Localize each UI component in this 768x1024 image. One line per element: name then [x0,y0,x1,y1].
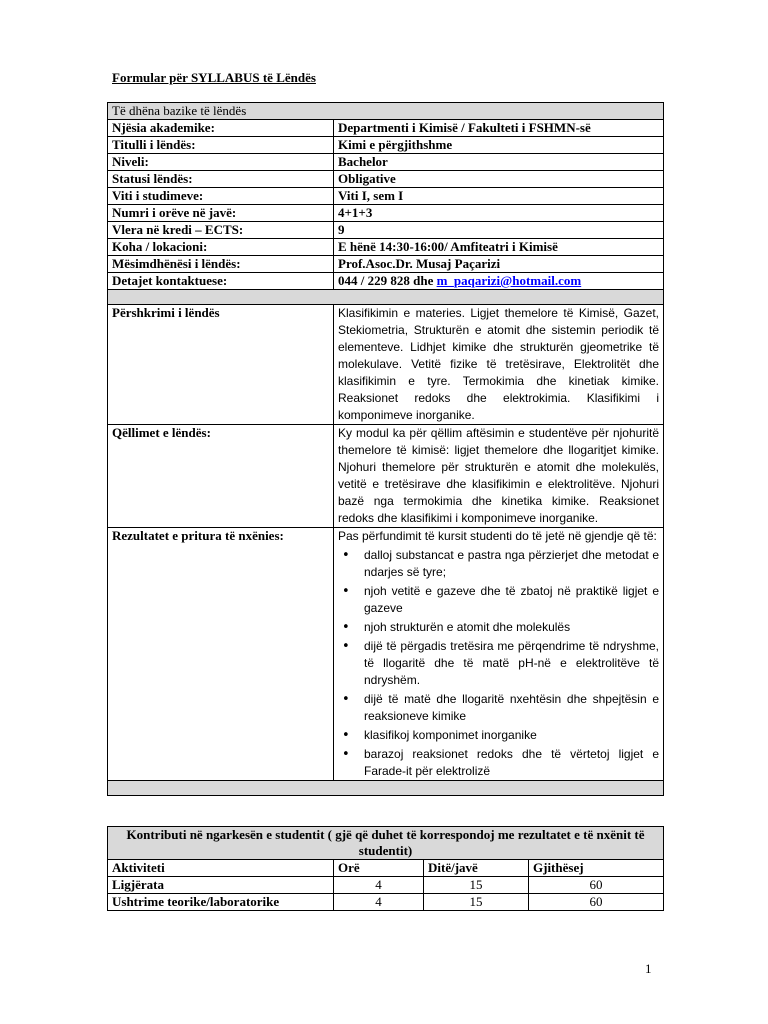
list-item: • njoh vetitë e gazeve dhe të zbatoj në praktikë ligjet e gazeve [338,583,659,617]
basic-info-row [108,120,664,137]
field-label: Mësimdhënësi i lëndës: [108,256,334,273]
goals-text: Ky modul ka për qëllim aftësimin e studentëve për njohuritë themelore të kimisë: ligjet themelore dhe llogaritjet kimike. Njohuri themelore për strukturën e atomit dhe molekulës, vetitë e tretësirave dhe klasifikimin e elektrolitëve. Njohuri bazë nga termokimia dhe kinetika kimike. Reaksionet redoks dhe klasifikimi i komponimeve inorganike. [334,425,664,528]
field-label: Koha / lokacioni: [108,239,334,256]
basic-info-row [108,171,664,188]
hours-cell: 4 [334,877,424,894]
field-label: Niveli: [108,154,334,171]
contact-phone: 044 / 229 828 dhe [338,273,437,288]
description-label: Përshkrimi i lëndës [108,305,334,425]
page-title: Formular për SYLLABUS të Lëndës [112,70,316,85]
table-row [108,877,664,894]
workload-table [107,826,664,911]
contact-label: Detajet kontaktuese: [108,273,334,290]
field-value: Departmenti i Kimisë / Fakulteti i FSHMN-së [334,120,664,137]
basic-info-row [108,188,664,205]
outcomes-cell [334,528,664,781]
page-number: 1 [645,961,652,976]
basic-info-row [108,222,664,239]
list-item: • dalloj substancat e pastra nga përzierjet dhe metodat e ndarjes së tyre; [338,547,659,581]
basic-info-row [108,256,664,273]
basic-info-row [108,239,664,256]
activity-cell: Ushtrime teorike/laboratorike [108,894,334,911]
field-value: 4+1+3 [334,205,664,222]
field-label: Titulli i lëndës: [108,137,334,154]
field-label: Numri i orëve në javë: [108,205,334,222]
outcomes-intro: Pas përfundimit të kursit studenti do të jetë në gjendje që të: [338,529,657,543]
field-value: 9 [334,222,664,239]
col-activity: Aktiviteti [108,860,334,877]
outcomes-label: Rezultatet e pritura të nxënies: [108,528,334,781]
days-cell: 15 [424,894,529,911]
list-item: • barazoj reaksionet redoks dhe të vërtetoj ligjet e Farade-it për elektrolizë [338,746,659,780]
field-label: Viti i studimeve: [108,188,334,205]
contact-email-link[interactable]: m_paqarizi@hotmail.com [436,273,582,288]
field-value: Kimi e përgjithshme [334,137,664,154]
goals-label: Qëllimet e lëndës: [108,425,334,528]
field-value: Bachelor [334,154,664,171]
basic-info-row [108,154,664,171]
spacer-row [108,781,664,796]
field-value: Obligative [334,171,664,188]
basic-info-header: Të dhëna bazike të lëndës [108,103,664,120]
spacer-row [108,290,664,305]
table-row [108,894,664,911]
basic-info-table [107,102,664,796]
field-label: Njësia akademike: [108,120,334,137]
activity-cell: Ligjërata [108,877,334,894]
field-value: Viti I, sem I [334,188,664,205]
field-value: Prof.Asoc.Dr. Musaj Paçarizi [334,256,664,273]
hours-cell: 4 [334,894,424,911]
contact-value [334,273,664,290]
workload-header: Kontributi në ngarkesën e studentit ( gjë që duhet të korrespondoj me rezultatet e të nxënit të studentit) [108,827,664,860]
field-value: E hënë 14:30-16:00/ Amfiteatri i Kimisë [334,239,664,256]
col-total: Gjithësej [529,860,664,877]
basic-info-row [108,137,664,154]
list-item: • dijë të matë dhe llogaritë nxehtësin dhe shpejtësin e reaksioneve kimike [338,691,659,725]
field-label: Statusi lëndës: [108,171,334,188]
col-days: Ditë/javë [424,860,529,877]
total-cell: 60 [529,877,664,894]
description-text: Klasifikimin e materies. Ligjet themelore të Kimisë, Gazet, Stekiometria, Strukturën e atomit dhe sistemin periodik të elementeve. Lidhjet kimike dhe strukturën gjeometrike të molekulave. Vetitë fizike të tretësirave, Elektrolitët dhe klasifikimin e tyre. Termokimia dhe kinetiak kimike. Reaksionet redoks dhe elektrokimia. Klasifikimi i komponimeve inorganike. [334,305,664,425]
list-item: • klasifikoj komponimet inorganike [338,727,659,744]
list-item: • njoh strukturën e atomit dhe molekulës [338,619,659,636]
field-label: Vlera në kredi – ECTS: [108,222,334,239]
days-cell: 15 [424,877,529,894]
list-item: • dijë të përgadis tretësira me përqendrime të ndryshme, të llogaritë dhe të matë pH-në e elektrolitëve të ndryshëm. [338,638,659,689]
outcomes-list [338,547,659,780]
basic-info-row [108,205,664,222]
total-cell: 60 [529,894,664,911]
col-hours: Orë [334,860,424,877]
